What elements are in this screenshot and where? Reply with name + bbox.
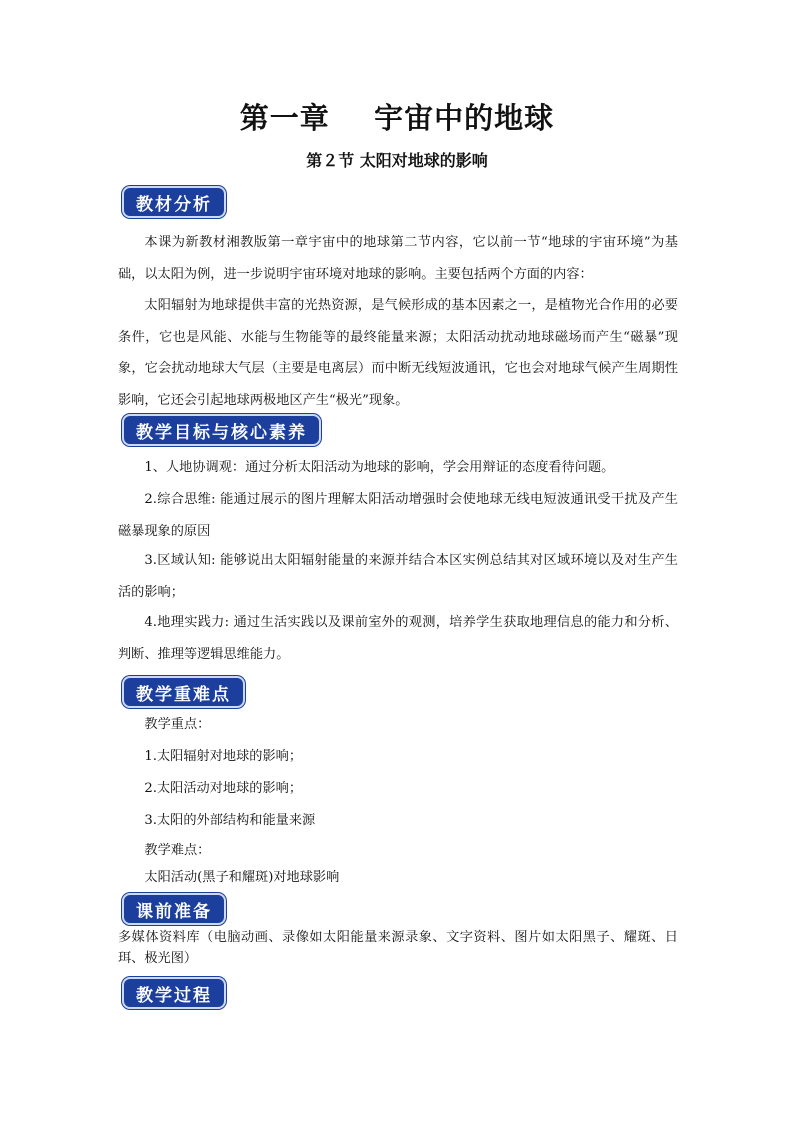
goals-badge: 教学目标与核心素养 <box>122 414 321 446</box>
difficult-heading: 教学难点： <box>144 843 211 858</box>
analysis-badge: 教材分析 <box>122 186 226 218</box>
analysis-paragraph-1: 本课为新教材湘教版第一章宇宙中的地球第二节内容，它以前一节“地球的宇宙环境”为基础，以太阳为例，进一步说明宇宙环境对地球的影响。主要包括两个方面的内容： <box>118 235 678 282</box>
difficult-text: 太阳活动(黑子和耀斑)对地球影响 <box>144 870 340 885</box>
key-heading: 教学重点： <box>144 717 211 732</box>
preparation-badge: 课前准备 <box>122 893 226 925</box>
key-item-1: 1.太阳辐射对地球的影响； <box>144 749 303 764</box>
goal-item-2: 2.综合思维: 能通过展示的图片理解太阳活动增强时会使地球无线电短波通讯受干扰及产生磁暴现象的原因 <box>118 492 678 539</box>
goal-item-4: 4.地理实践力: 通过生活实践以及课前室外的观测，培养学生获取地理信息的能力和分析、判断、推理等逻辑思维能力。 <box>118 615 678 662</box>
process-badge: 教学过程 <box>122 977 226 1009</box>
key-item-3: 3.太阳的外部结构和能量来源 <box>144 813 316 828</box>
goal-item-1: 1、人地协调观：通过分析太阳活动为地球的影响，学会用辩证的态度看待问题。 <box>144 460 615 475</box>
section-title: 第２节 太阳对地球的影响 <box>306 151 488 170</box>
analysis-paragraph-2: 太阳辐射为地球提供丰富的光热资源，是气候形成的基本因素之一，是植物光合作用的必要条件，它也是风能、水能与生物能等的最终能量来源；太阳活动扰动地球磁场而产生“磁暴”现象，它会扰动地球大气层（主要是电离层）而中断无线短波通讯，它也会对地球气候产生周期性影响，它还会引起地球两极地区产生“极光”现象。 <box>118 298 678 408</box>
key-points-badge: 教学重难点 <box>122 676 245 708</box>
chapter-title: 第一章 宇宙中的地球 <box>239 101 555 135</box>
goal-item-3: 3.区域认知: 能够说出太阳辐射能量的来源并结合本区实例总结其对区域环境以及对生产生活的影响； <box>118 553 678 600</box>
key-item-2: 2.太阳活动对地球的影响； <box>144 781 303 796</box>
preparation-text: 多媒体资料库（电脑动画、录像如太阳能量来源录象、文字资料、图片如太阳黑子、耀斑、日珥、极光图） <box>118 930 678 966</box>
